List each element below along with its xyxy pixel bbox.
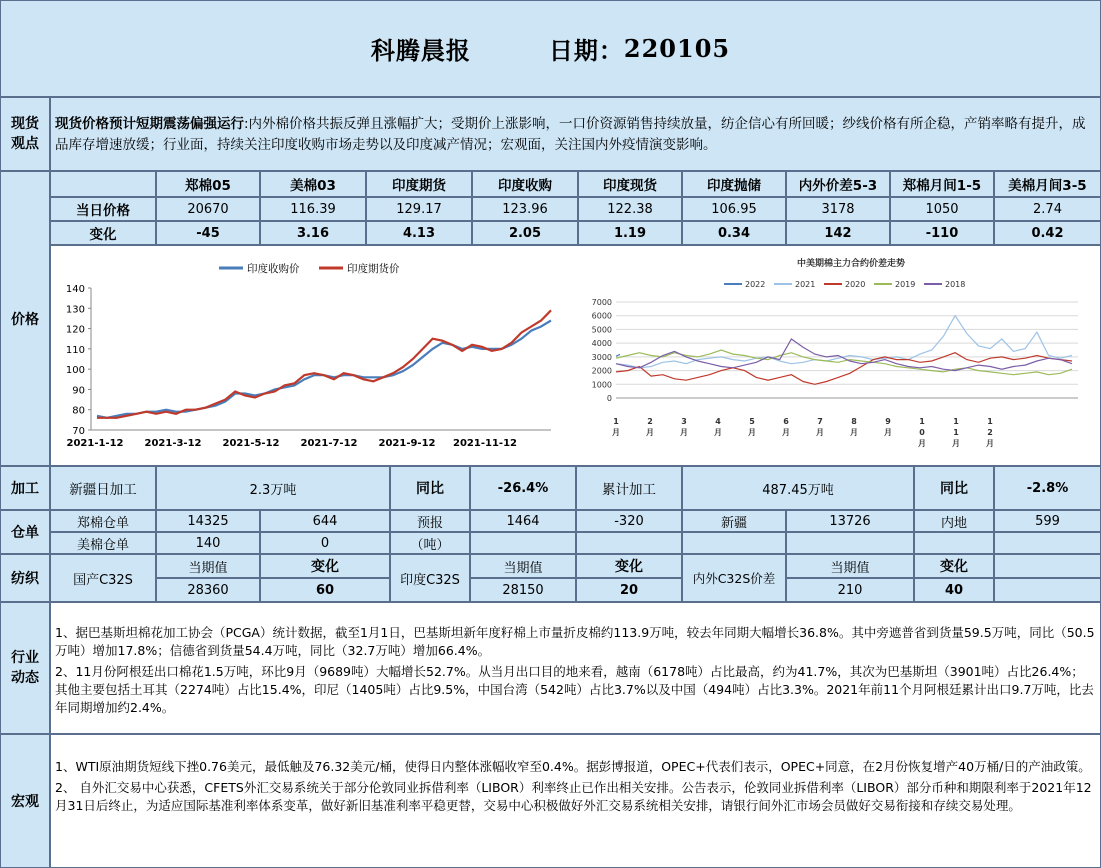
x-tick-label: 2021-9-12 [378, 438, 436, 449]
cum-process-label: 累计加工 [576, 466, 682, 510]
industry-news-2: 2、11月份阿根廷出口棉花1.5万吨，环比9月（9689吨）大幅增长52.7%。从当月出口目的地来看，越南（6178吨）占比最高，约为41.7%，其次为巴基斯坦（3901吨）占比26.4%；其他主要包括土耳其（2274吨）占比15.4%，印尼（1405吨）占比9.5%，中国台湾（542吨）占比3.7%以及中国（494吨）占比3.3%。2021年前11个月阿根廷累计出口9.7万吨，比去年同期增加约2.4%。 [55, 664, 1094, 715]
x-tick-label: 月 [612, 428, 620, 437]
y-tick-label: 6000 [591, 311, 612, 321]
zz-receipt-label: 郑棉仓单 [50, 510, 156, 532]
india-c32s-label: 印度C32S [390, 554, 470, 602]
textile-section-label: 纺织 [0, 554, 50, 602]
domestic-change-label: 变化 [260, 554, 390, 578]
india-current-label: 当期值 [470, 554, 576, 578]
x-tick-label: 月 [782, 428, 790, 437]
price-col-header: 美棉月间3-5 [994, 171, 1101, 197]
legend-label: 2022 [745, 280, 766, 289]
spread-c32s-change: 40 [914, 578, 994, 602]
spread-c32s-value: 210 [786, 578, 914, 602]
x-tick-label: 月 [646, 428, 654, 437]
india-c32s-change: 20 [576, 578, 682, 602]
cn-us-spread-chart [566, 246, 1096, 465]
xinjiang-receipt-label: 新疆 [682, 510, 786, 532]
price-change-value: 0.34 [682, 221, 786, 245]
x-tick-label: 月 [952, 439, 960, 448]
price-today-value: 106.95 [682, 197, 786, 221]
report-header [0, 0, 1101, 97]
india-change-label: 变化 [576, 554, 682, 578]
xj-daily-value: 2.3万吨 [156, 466, 390, 510]
x-tick-label: 月 [816, 428, 824, 437]
india-price-chart [51, 246, 561, 465]
empty-cell [994, 532, 1101, 554]
y-tick-label: 4000 [591, 339, 612, 349]
x-tick-label: 8 [851, 417, 857, 426]
report-title: 科腾晨报 [370, 36, 471, 65]
x-tick-label: 1 [987, 417, 993, 426]
warehouse-section-label: 仓单 [0, 510, 50, 554]
y-tick-label: 70 [72, 426, 85, 437]
empty-cell [914, 532, 994, 554]
forecast-unit: （吨） [390, 532, 470, 554]
series-line [616, 316, 1072, 368]
x-tick-label: 5 [749, 417, 755, 426]
price-col-header: 郑棉05 [156, 171, 260, 197]
x-tick-label: 2021-1-12 [66, 438, 124, 449]
xj-yoy-label: 同比 [390, 466, 470, 510]
price-col-header: 印度现货 [578, 171, 682, 197]
forecast-value: 1464 [470, 510, 576, 532]
empty-cell [994, 578, 1101, 602]
spread-c32s-label: 内外C32S价差 [682, 554, 786, 602]
y-tick-label: 0 [606, 394, 612, 403]
legend-label: 印度期货价 [347, 263, 400, 275]
xinjiang-receipt-value: 13726 [786, 510, 914, 532]
legend-label: 2018 [945, 280, 966, 289]
x-tick-label: 2021-3-12 [144, 438, 202, 449]
x-tick-label: 3 [681, 417, 687, 426]
price-col-header: 印度抛储 [682, 171, 786, 197]
date-label: 日期： [548, 36, 624, 65]
price-change-value: 3.16 [260, 221, 366, 245]
india-c32s-value: 28150 [470, 578, 576, 602]
macro-news [50, 734, 1101, 868]
x-tick-label: 9 [885, 417, 891, 426]
y-tick-label: 100 [65, 365, 85, 377]
y-tick-label: 7000 [591, 298, 612, 307]
y-tick-label: 2000 [591, 366, 612, 376]
inland-receipt-value: 599 [994, 510, 1101, 532]
zz-receipt-change: 644 [260, 510, 390, 532]
price-row-label-change: 变化 [50, 221, 156, 245]
x-tick-label: 月 [714, 428, 722, 437]
price-change-value: 0.42 [994, 221, 1101, 245]
price-today-value: 122.38 [578, 197, 682, 221]
series-line [97, 321, 551, 418]
x-tick-label: 1 [953, 428, 959, 437]
y-tick-label: 90 [72, 385, 85, 397]
y-tick-label: 80 [72, 405, 85, 417]
macro-news-2: 2、 自外汇交易中心获悉，CFETS外汇交易系统关于部分伦敦同业拆借利率（LIBOR）利率终止已作出相关安排。公告表示，伦敦同业拆借利率（LIBOR）部分币种和期限利率于2021年12月31日后终止，为适应国际基准利率体系变革，做好新旧基准利率平稳更替，交易中心积极做好外汇交易系统相关安排，请银行间外汇市场会员做好交易衔接和存续交易处理。 [55, 780, 1092, 813]
spread-current-label: 当期值 [786, 554, 914, 578]
x-tick-label: 1 [919, 417, 925, 426]
chart-title: 中美期棉主力合约价差走势 [796, 259, 906, 269]
price-today-value: 129.17 [366, 197, 472, 221]
x-tick-label: 1 [613, 417, 619, 426]
y-tick-label: 130 [65, 304, 85, 316]
series-line [97, 310, 551, 418]
process-section-label: 加工 [0, 466, 50, 510]
legend-label: 2021 [795, 280, 816, 289]
y-tick-label: 1000 [591, 380, 612, 390]
spot-headline: 现货价格预计短期震荡偏强运行 [55, 116, 244, 132]
zz-receipt-value: 14325 [156, 510, 260, 532]
x-tick-label: 1 [953, 417, 959, 426]
industry-section-label: 行业动态 [0, 602, 50, 734]
x-tick-label: 2 [647, 417, 653, 426]
x-tick-label: 月 [884, 428, 892, 437]
x-tick-label: 7 [817, 417, 823, 426]
price-change-value: 142 [786, 221, 890, 245]
us-receipt-change: 0 [260, 532, 390, 554]
price-change-value: -110 [890, 221, 994, 245]
industry-news [50, 602, 1101, 734]
y-tick-label: 3000 [591, 352, 612, 362]
x-tick-label: 月 [850, 428, 858, 437]
price-today-value: 1050 [890, 197, 994, 221]
price-change-value: 4.13 [366, 221, 472, 245]
price-col-header: 印度期货 [366, 171, 472, 197]
y-tick-label: 5000 [591, 325, 612, 335]
price-today-value: 116.39 [260, 197, 366, 221]
price-col-header: 郑棉月间1-5 [890, 171, 994, 197]
us-receipt-label: 美棉仓单 [50, 532, 156, 554]
empty-cell [470, 532, 576, 554]
domestic-current-label: 当期值 [156, 554, 260, 578]
price-today-value: 123.96 [472, 197, 578, 221]
domestic-c32s-value: 28360 [156, 578, 260, 602]
y-tick-label: 110 [65, 344, 85, 356]
legend-label: 2020 [845, 280, 866, 289]
price-today-value: 3178 [786, 197, 890, 221]
spread-change-label: 变化 [914, 554, 994, 578]
macro-section-label: 宏观 [0, 734, 50, 868]
x-tick-label: 4 [715, 417, 721, 426]
x-tick-label: 月 [680, 428, 688, 437]
price-change-value: 2.05 [472, 221, 578, 245]
empty-cell [994, 554, 1101, 578]
domestic-c32s-change: 60 [260, 578, 390, 602]
price-today-value: 2.74 [994, 197, 1101, 221]
domestic-c32s-label: 国产C32S [50, 554, 156, 602]
x-tick-label: 6 [783, 417, 789, 426]
us-receipt-value: 140 [156, 532, 260, 554]
x-tick-label: 月 [748, 428, 756, 437]
forecast-label: 预报 [390, 510, 470, 532]
cum-yoy-label: 同比 [914, 466, 994, 510]
price-section-label: 价格 [0, 171, 50, 466]
price-col-header: 内外价差5-3 [786, 171, 890, 197]
y-tick-label: 120 [65, 324, 85, 336]
empty-cell [682, 532, 786, 554]
price-col-header: 印度收购 [472, 171, 578, 197]
x-tick-label: 月 [986, 439, 994, 448]
x-tick-label: 2021-7-12 [300, 438, 358, 449]
date-value: 220105 [623, 34, 731, 63]
xj-daily-yoy: -26.4% [470, 466, 576, 510]
price-change-value: -45 [156, 221, 260, 245]
series-line [616, 354, 620, 356]
forecast-change: -320 [576, 510, 682, 532]
empty-cell [576, 532, 682, 554]
price-row-label-today: 当日价格 [50, 197, 156, 221]
industry-news-1: 1、据巴基斯坦棉花加工协会（PCGA）统计数据，截至1月1日，巴基斯坦新年度籽棉上市量折皮棉约113.9万吨，较去年同期大幅增长36.8%。其中旁遮普省到货量59.5万吨，同比（50.5万吨）增加17.8%；信德省到货量54.4万吨，同比（32.7万吨）增加66.4%。 [55, 625, 1095, 658]
price-col-header: 美棉03 [260, 171, 366, 197]
cum-process-yoy: -2.8% [994, 466, 1101, 510]
price-corner-cell [50, 171, 156, 197]
spot-section-label: 现货观点 [0, 97, 50, 171]
empty-cell [786, 532, 914, 554]
price-today-value: 20670 [156, 197, 260, 221]
x-tick-label: 2021-11-12 [453, 438, 517, 449]
x-tick-label: 2 [987, 428, 993, 437]
inland-receipt-label: 内地 [914, 510, 994, 532]
spot-body: :内外棉价格共振反弹且涨幅扩大；受期价上涨影响，一口价资源销售持续放量，纺企信心有所回暖；纱线价格有所企稳，产销率略有提升，成品库存增速放缓；行业面，持续关注印度收购市场走势以及印度减产情况；宏观面，关注国内外疫情演变影响。 [55, 116, 1086, 153]
legend-label: 印度收购价 [247, 263, 300, 275]
x-tick-label: 月 [918, 439, 926, 448]
y-tick-label: 140 [65, 284, 85, 295]
x-tick-label: 2021-5-12 [222, 438, 280, 449]
xj-daily-label: 新疆日加工 [50, 466, 156, 510]
legend-label: 2019 [895, 280, 916, 289]
spot-view-text [50, 97, 1101, 171]
price-change-value: 1.19 [578, 221, 682, 245]
charts-area [50, 245, 1101, 466]
x-tick-label: 0 [919, 428, 925, 437]
macro-news-1: 1、WTI原油期货短线下挫0.76美元，最低触及76.32美元/桶，使得日内整体涨幅收窄至0.4%。据彭博报道，OPEC+代表们表示，OPEC+同意，在2月份恢复增产40万桶/日的产油政策。 [55, 759, 1091, 774]
cum-process-value: 487.45万吨 [682, 466, 914, 510]
